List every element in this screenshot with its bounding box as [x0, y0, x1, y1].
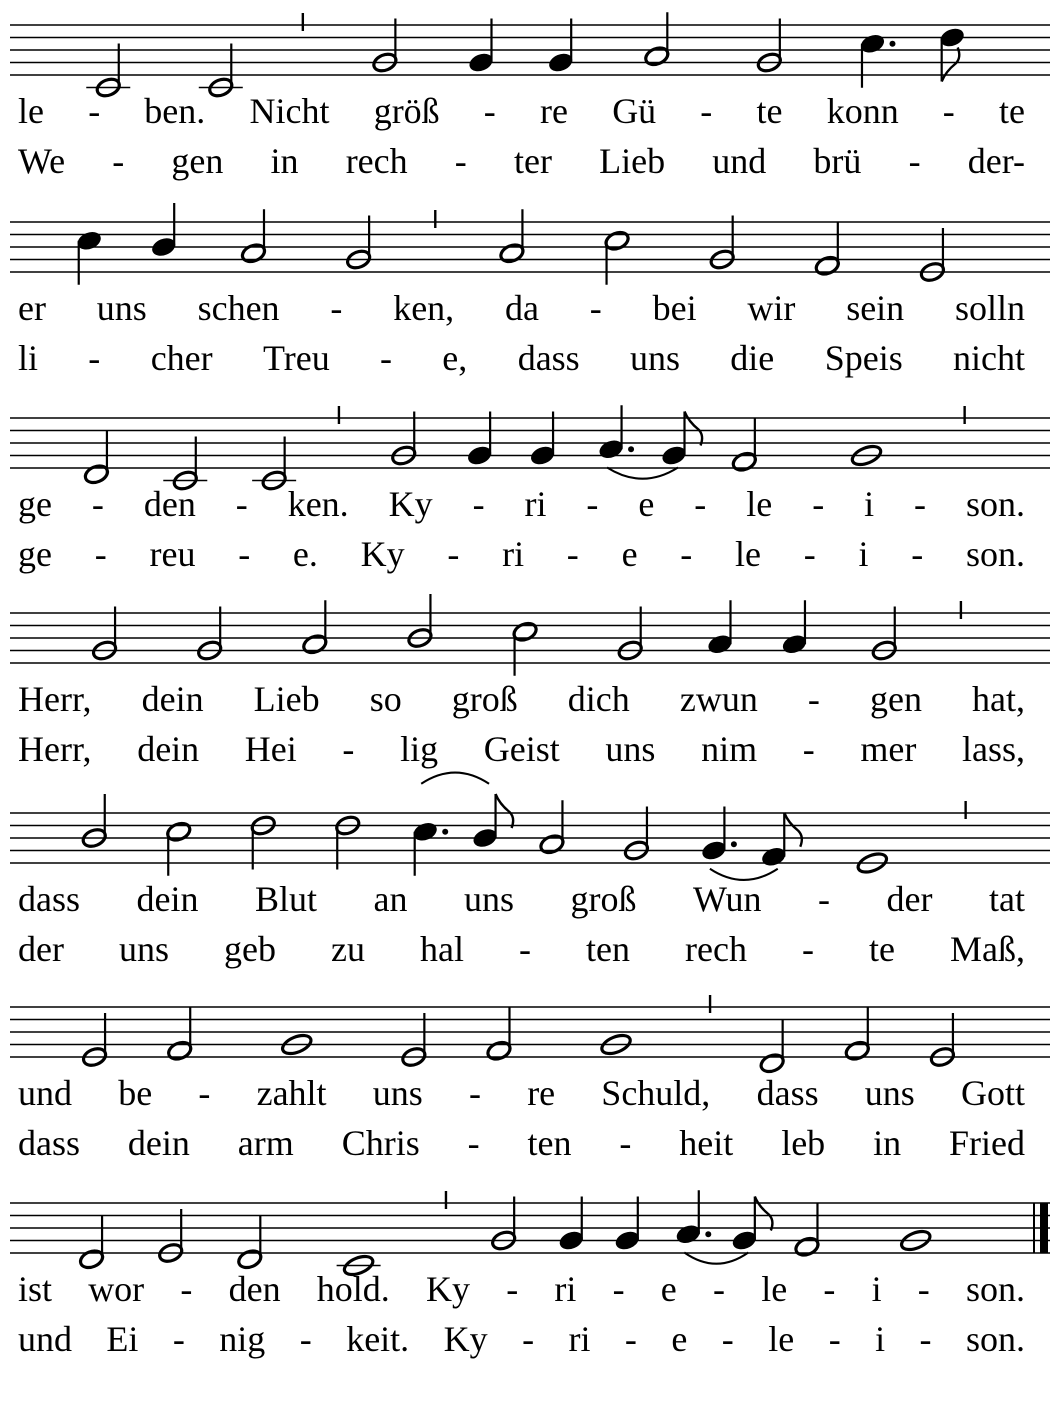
syllable-hyphen: -: [812, 484, 825, 524]
lyric-syllable: rech: [685, 929, 747, 969]
note-G4-quarter: [467, 19, 494, 74]
lyric-syllable: lass,: [962, 729, 1025, 769]
staff-system-6: [10, 995, 1050, 1163]
lyric-syllable: uns: [119, 929, 170, 969]
eighth-flag: [685, 412, 703, 446]
syllable-hyphen: -: [112, 141, 125, 181]
lyric-syllable: Ky: [443, 1319, 488, 1359]
syllable-hyphen: -: [919, 1319, 932, 1359]
syllable-hyphen: -: [198, 1073, 211, 1113]
lyric-syllable: ken,: [393, 288, 455, 328]
lyric-syllable: größ: [373, 91, 440, 131]
note-C4-half: [199, 44, 243, 99]
lyric-syllable: Maß,: [950, 929, 1025, 969]
lyric-syllable: Lieb: [599, 141, 666, 181]
syllable-hyphen: -: [908, 141, 921, 181]
lyric-syllable: Wun: [693, 879, 762, 919]
lyric-syllable: ri: [568, 1319, 591, 1359]
lyric-syllable: mer: [860, 729, 917, 769]
lyric-syllable: re: [527, 1073, 556, 1113]
lyric-syllable: Herr,: [18, 729, 92, 769]
lyric-syllable: sein: [846, 288, 905, 328]
lyric-syllable: bei: [652, 288, 697, 328]
note-F4-half: [844, 1007, 871, 1062]
lyric-syllable: le: [746, 484, 773, 524]
lyric-syllable: keit.: [346, 1319, 410, 1359]
lyric-syllable: e.: [292, 534, 318, 574]
lyric-syllable: in: [270, 141, 299, 181]
syllable-hyphen: -: [700, 91, 713, 131]
lyric-syllable: so: [369, 679, 402, 719]
lyric-syllable: cher: [150, 338, 213, 378]
lyric-syllable: ben.: [144, 91, 206, 131]
lyric-syllable: dass: [756, 1073, 819, 1113]
lyric-syllable: e: [621, 534, 638, 574]
lyric-line-verse-2: [18, 141, 1025, 181]
lyric-syllable: son.: [966, 484, 1026, 524]
note-A4-half: [240, 209, 267, 264]
lyric-line-verse-2: [18, 929, 1025, 969]
syllable-hyphen: -: [807, 679, 820, 719]
eighth-flag: [496, 794, 514, 828]
note-G4-half: [345, 216, 372, 271]
lyric-syllable: in: [873, 1123, 902, 1163]
note-G4-half: [709, 216, 736, 271]
syllable-hyphen: -: [713, 1269, 725, 1309]
lyric-syllable: te: [756, 91, 783, 131]
eighth-flag: [755, 1197, 773, 1231]
lyric-syllable: an: [373, 879, 408, 919]
augmentation-dot: [705, 1231, 711, 1237]
lyric-syllable: Fried: [949, 1123, 1025, 1163]
note-G4-half: [756, 19, 783, 74]
lyric-syllable: We: [18, 141, 66, 181]
lyric-syllable: dass: [18, 1123, 80, 1163]
note-D5-eighth: [939, 26, 966, 81]
syllable-hyphen: -: [88, 91, 101, 131]
lyric-syllable: le: [18, 91, 44, 131]
note-G4-quarter: [614, 1197, 641, 1252]
lyric-syllable: i: [858, 534, 869, 574]
lyric-syllable: dass: [18, 879, 80, 919]
lyric-syllable: wir: [747, 288, 796, 328]
syllable-hyphen: -: [586, 484, 599, 524]
lyric-syllable: e,: [442, 338, 468, 378]
lyric-syllable: te: [869, 929, 895, 969]
note-E4-half: [919, 228, 946, 283]
lyric-syllable: ge: [18, 534, 52, 574]
note-D5-half: [250, 814, 277, 869]
lyric-syllable: ri: [554, 1269, 577, 1309]
note-G4-half: [371, 19, 398, 74]
note-G4-half: [490, 1197, 517, 1252]
lyric-syllable: i: [871, 1269, 882, 1309]
syllable-hyphen: -: [823, 1269, 836, 1309]
lyric-syllable: lig: [400, 729, 439, 769]
lyric-syllable: Schuld,: [601, 1073, 711, 1113]
note-F4-half: [731, 418, 758, 473]
note-A4-quarter: [706, 600, 733, 655]
lyric-syllable: da: [505, 288, 539, 328]
syllable-hyphen: -: [694, 484, 707, 524]
syllable-hyphen: -: [624, 1319, 637, 1359]
lyric-syllable: dich: [567, 679, 630, 719]
note-F4-half: [814, 222, 841, 277]
lyric-syllable: ge: [18, 484, 52, 524]
syllable-hyphen: -: [342, 729, 355, 769]
lyric-syllable: brü: [813, 141, 862, 181]
lyric-syllable: dein: [127, 1123, 190, 1163]
note-D4-half: [83, 430, 110, 485]
lyric-syllable: Nicht: [249, 91, 330, 131]
note-C5-dotted-quarter: [859, 32, 896, 87]
lyric-syllable: hal: [420, 929, 464, 969]
note-A4-half: [643, 12, 670, 67]
note-G4-half: [91, 607, 118, 662]
lyric-line-verse-1: [18, 288, 1025, 328]
syllable-hyphen: -: [818, 879, 830, 919]
note-F4-eighth: [760, 813, 802, 868]
note-G4-half: [390, 412, 417, 467]
syllable-hyphen: -: [467, 1123, 480, 1163]
lyric-syllable: be: [118, 1073, 153, 1113]
lyric-syllable: e: [660, 1269, 677, 1309]
note-C5-half: [512, 620, 539, 675]
syllable-hyphen: -: [589, 288, 602, 328]
lyric-syllable: leb: [781, 1123, 826, 1163]
lyric-syllable: ri: [524, 484, 547, 524]
syllable-hyphen: -: [942, 91, 955, 131]
note-A4-half: [498, 209, 525, 264]
lyric-syllable: Treu: [263, 338, 330, 378]
lyric-syllable: und: [712, 141, 767, 181]
lyric-line-verse-1: [18, 91, 1025, 131]
note-F4-half: [166, 1007, 193, 1062]
staff-system-7: [10, 1190, 1050, 1359]
note-D4-half: [236, 1215, 263, 1270]
syllable-hyphen: -: [180, 1269, 193, 1309]
note-B4-half: [81, 794, 108, 849]
lyric-syllable: zahlt: [256, 1073, 327, 1113]
lyric-syllable: der-: [967, 141, 1026, 181]
lyric-syllable: nim: [701, 729, 758, 769]
lyric-line-verse-2: [18, 1123, 1025, 1163]
note-C5-half: [165, 820, 192, 875]
syllable-hyphen: -: [828, 1319, 841, 1359]
lyric-line-verse-2: [18, 338, 1025, 378]
lyric-line-verse-1: [18, 1073, 1025, 1113]
lyric-syllable: zwun: [679, 679, 758, 719]
note-A4-quarter: [781, 600, 808, 655]
lyric-syllable: rech: [345, 141, 408, 181]
lyric-syllable: Speis: [824, 338, 903, 378]
syllable-hyphen: -: [802, 929, 814, 969]
lyric-syllable: te: [999, 91, 1025, 131]
lyric-syllable: dass: [517, 338, 580, 378]
syllable-hyphen: -: [566, 534, 579, 574]
note-G4-quarter: [547, 19, 574, 74]
staff-system-2: [10, 203, 1050, 378]
syllable-hyphen: -: [680, 534, 693, 574]
lyric-syllable: ten: [527, 1123, 572, 1163]
lyric-syllable: le: [761, 1269, 788, 1309]
lyric-syllable: nicht: [953, 338, 1025, 378]
note-B4-quarter: [150, 203, 177, 258]
note-D5-half: [334, 814, 361, 869]
syllable-hyphen: -: [469, 1073, 481, 1113]
syllable-hyphen: -: [299, 1319, 312, 1359]
lyric-syllable: dein: [136, 879, 199, 919]
final-barline-thick: [1040, 1203, 1048, 1253]
lyric-syllable: der: [886, 879, 933, 919]
syllable-hyphen: -: [522, 1319, 535, 1359]
note-A4-dotted-quarter: [675, 1190, 712, 1245]
syllable-hyphen: -: [330, 288, 343, 328]
lyric-syllable: der: [18, 929, 64, 969]
lyric-syllable: hold.: [316, 1269, 390, 1309]
note-C5-quarter: [76, 229, 103, 284]
lyric-syllable: le: [768, 1319, 795, 1359]
lyric-syllable: ist: [18, 1269, 53, 1309]
lyric-syllable: tat: [989, 879, 1025, 919]
lyric-syllable: dein: [141, 679, 204, 719]
lyric-syllable: zu: [331, 929, 365, 969]
syllable-hyphen: -: [454, 141, 467, 181]
syllable-hyphen: -: [238, 534, 251, 574]
note-B4-eighth: [472, 794, 514, 849]
syllable-hyphen: -: [235, 484, 248, 524]
syllable-hyphen: -: [802, 729, 815, 769]
lyric-syllable: reu: [149, 534, 196, 574]
lyric-syllable: den: [228, 1269, 281, 1309]
syllable-hyphen: -: [91, 484, 104, 524]
lyric-syllable: den: [143, 484, 196, 524]
note-G4-half: [196, 607, 223, 662]
lyric-syllable: i: [864, 484, 875, 524]
lyric-syllable: e: [671, 1319, 688, 1359]
lyric-syllable: uns: [464, 879, 515, 919]
note-F4-half: [793, 1203, 820, 1258]
lyric-syllable: und: [18, 1073, 72, 1113]
lyric-syllable: li: [18, 338, 39, 378]
lyric-line-verse-2: [18, 534, 1025, 574]
lyric-syllable: solln: [955, 288, 1026, 328]
lyric-syllable: ken.: [287, 484, 349, 524]
syllable-hyphen: -: [472, 484, 485, 524]
note-G4-half: [871, 607, 898, 662]
lyric-syllable: Gott: [961, 1073, 1026, 1113]
lyric-syllable: und: [18, 1319, 72, 1359]
lyric-syllable: Ei: [106, 1319, 139, 1359]
staff-system-3: [10, 405, 1050, 574]
lyric-syllable: re: [540, 91, 568, 131]
lyric-syllable: e: [638, 484, 655, 524]
lyric-syllable: uns: [96, 288, 147, 328]
note-G4-dotted-quarter: [700, 807, 737, 862]
staff-system-5: [10, 773, 1050, 969]
syllable-hyphen: -: [506, 1269, 519, 1309]
syllable-hyphen: -: [803, 534, 816, 574]
lyric-syllable: dein: [137, 729, 200, 769]
syllable-hyphen: -: [483, 91, 496, 131]
note-E4-half: [400, 1013, 427, 1068]
lyric-syllable: Ky: [360, 534, 405, 574]
syllable-hyphen: -: [612, 1269, 625, 1309]
note-B4-half: [406, 594, 433, 649]
augmentation-dot: [628, 446, 634, 452]
lyric-syllable: er: [18, 288, 46, 328]
syllable-hyphen: -: [519, 929, 531, 969]
note-D4-half: [78, 1215, 105, 1270]
note-D4-half: [759, 1019, 786, 1074]
lyric-syllable: Chris: [341, 1123, 420, 1163]
lyric-syllable: arm: [237, 1123, 294, 1163]
syllable-hyphen: -: [88, 338, 101, 378]
lyric-syllable: uns: [372, 1073, 423, 1113]
syllable-hyphen: -: [447, 534, 460, 574]
lyric-syllable: geb: [224, 929, 276, 969]
syllable-hyphen: -: [914, 484, 926, 524]
syllable-hyphen: -: [721, 1319, 734, 1359]
lyric-syllable: wor: [88, 1269, 145, 1309]
augmentation-dot: [889, 41, 895, 47]
lyric-syllable: uns: [630, 338, 681, 378]
lyric-syllable: Herr,: [18, 679, 92, 719]
note-G4-eighth: [660, 412, 702, 467]
lyric-syllable: son.: [966, 534, 1026, 574]
syllable-hyphen: -: [380, 338, 392, 378]
note-E4-half: [81, 1013, 108, 1068]
lyric-syllable: i: [875, 1319, 886, 1359]
staff-system-4: [10, 594, 1050, 769]
augmentation-dot: [731, 841, 737, 847]
lyric-syllable: konn: [826, 91, 899, 131]
lyric-syllable: son.: [966, 1319, 1026, 1359]
lyric-syllable: Lieb: [253, 679, 320, 719]
lyric-syllable: Ky: [388, 484, 433, 524]
lyric-syllable: Gü: [612, 91, 657, 131]
note-G4-quarter: [558, 1197, 585, 1252]
lyric-line-verse-1: [18, 1269, 1025, 1309]
augmentation-dot: [442, 829, 448, 835]
slur: [421, 773, 489, 784]
note-G4-half: [623, 807, 650, 862]
syllable-hyphen: -: [94, 534, 107, 574]
eighth-flag: [942, 48, 960, 82]
note-A4-half: [538, 800, 565, 855]
lyric-line-verse-2: [18, 1319, 1025, 1359]
note-C5-dotted-quarter: [412, 820, 449, 875]
syllable-hyphen: -: [911, 534, 924, 574]
syllable-hyphen: -: [172, 1319, 185, 1359]
lyric-line-verse-1: [18, 484, 1025, 524]
note-G4-quarter: [466, 412, 493, 467]
note-G4-eighth: [731, 1197, 773, 1252]
lyric-syllable: hat,: [972, 679, 1025, 719]
note-F4-half: [485, 1007, 512, 1062]
lyric-syllable: son.: [966, 1269, 1026, 1309]
note-A4-dotted-quarter: [598, 405, 635, 460]
note-G4-half: [617, 607, 644, 662]
note-E4-half: [929, 1013, 956, 1068]
lyric-syllable: le: [735, 534, 761, 574]
lyric-line-verse-1: [18, 679, 1025, 719]
note-G4-quarter: [529, 412, 556, 467]
lyric-line-verse-2: [18, 729, 1025, 769]
lyric-syllable: gen: [870, 679, 922, 719]
lyric-syllable: Hei: [244, 729, 297, 769]
lyric-syllable: heit: [679, 1123, 734, 1163]
note-C5-half: [604, 229, 631, 284]
note-E4-half: [157, 1209, 184, 1264]
lyric-syllable: groß: [570, 879, 637, 919]
lyric-syllable: Blut: [255, 879, 318, 919]
lyric-syllable: nig: [219, 1319, 266, 1359]
lyric-syllable: groß: [451, 679, 518, 719]
lyric-syllable: ter: [514, 141, 552, 181]
staff-system-1: [10, 0, 1050, 181]
lyric-syllable: uns: [605, 729, 656, 769]
lyric-line-verse-1: [18, 879, 1025, 919]
slur: [607, 468, 678, 479]
lyric-syllable: ri: [502, 534, 525, 574]
syllable-hyphen: -: [619, 1123, 632, 1163]
lyric-syllable: uns: [864, 1073, 915, 1113]
lyric-syllable: Geist: [483, 729, 560, 769]
lyric-syllable: die: [730, 338, 775, 378]
lyric-syllable: schen: [197, 288, 280, 328]
syllable-hyphen: -: [917, 1269, 930, 1309]
lyric-syllable: gen: [171, 141, 224, 181]
lyric-syllable: ten: [586, 929, 630, 969]
slur: [684, 1253, 748, 1264]
note-A4-half: [301, 600, 328, 655]
eighth-flag: [784, 813, 802, 847]
lyric-syllable: Ky: [426, 1269, 470, 1309]
